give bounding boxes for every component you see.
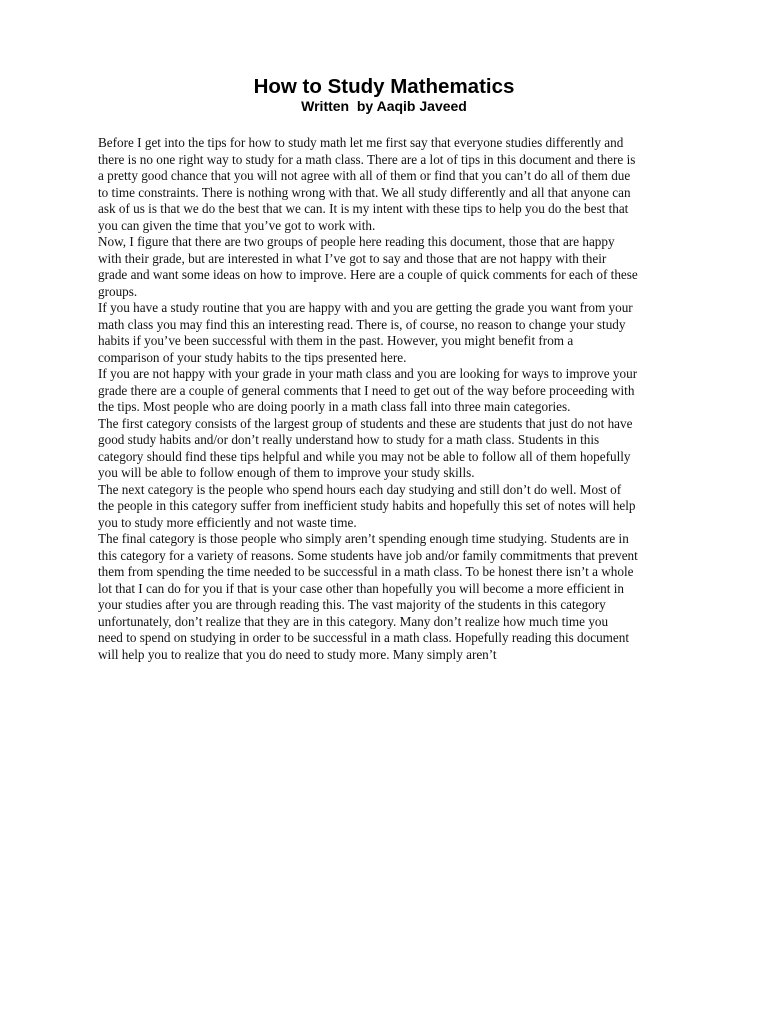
body-text-line: there is no one right way to study for a math class. There are a lot of tips in this document and there is: [98, 151, 636, 167]
body-text-line: comparison of your study habits to the tips presented here.: [98, 349, 407, 365]
body-text-line: Now, I figure that there are two groups of people here reading this document, those that are happy: [98, 234, 615, 249]
body-text-line: The final category is those people who simply aren’t spending enough time studying. Students are in: [98, 531, 629, 546]
document-body: [98, 135, 688, 663]
body-text-line: math class you may find this an interesting read. There is, of course, no reason to change your study: [98, 316, 626, 332]
body-text-line: a pretty good chance that you will not agree with all of them or find that you can’t do all of them due: [98, 168, 631, 183]
body-text-line: If you are not happy with your grade in your math class and you are looking for ways to improve your: [98, 366, 638, 381]
body-text-line: grade and want some ideas on how to improve. Here are a couple of quick comments for each of these: [98, 267, 638, 282]
body-text-line: the tips. Most people who are doing poorly in a math class fall into three main categories.: [98, 399, 571, 414]
body-text-line: good study habits and/or don’t really understand how to study for a math class. Students in this: [98, 432, 600, 447]
body-text-line: category should find these tips helpful and while you may not be able to follow all of them hopefully: [98, 448, 631, 464]
body-text-line: this category for a variety of reasons. Some students have job and/or family commitments that prevent: [98, 547, 638, 563]
body-text-line: grade there are a couple of general comments that I need to get out of the way before proceeding with: [98, 382, 635, 398]
body-text-line: you to study more efficiently and not waste time.: [98, 514, 357, 530]
document-title: How to Study Mathematics: [253, 75, 515, 98]
body-text-line: them from spending the time needed to be successful in a math class. To be honest there isn’t a whole: [98, 564, 634, 579]
body-text-line: to time constraints. There is nothing wrong with that. We all study differently and all that anyone can: [98, 184, 631, 200]
body-text-line: the people in this category suffer from inefficient study habits and hopefully this set of notes will help: [98, 498, 636, 513]
body-text-line: you can given the time that you’ve got to work with.: [98, 217, 376, 233]
body-text-line: need to spend on studying in order to be successful in a math class. Hopefully reading this document: [98, 630, 630, 645]
body-text-line: groups.: [98, 283, 138, 299]
body-text-line: with their grade, but are interested in what I’ve got to say and those that are not happy with their: [98, 250, 607, 266]
body-text-line: lot that I can do for you if that is your case other than hopefully you will become a more efficient in: [98, 580, 624, 596]
body-text-line: The next category is the people who spend hours each day studying and still don’t do well. Most of: [98, 481, 622, 497]
body-text-line: your studies after you are through reading this. The vast majority of the students in this category: [98, 597, 606, 612]
body-text-line: unfortunately, don’t realize that they are in this category. Many don’t realize how much time you: [98, 613, 609, 629]
body-text-line: will help you to realize that you do need to study more. Many simply aren’t: [98, 646, 497, 662]
body-text-line: The first category consists of the largest group of students and these are students that just do not have: [98, 415, 633, 431]
body-text-line: If you have a study routine that you are happy with and you are getting the grade you want from your: [98, 300, 633, 315]
document-byline: Written by Aaqib Javeed: [301, 98, 467, 114]
body-text-line: Before I get into the tips for how to study math let me first say that everyone studies differently and: [98, 135, 624, 150]
body-text-line: ask of us is that we do the best that we can. It is my intent with these tips to help you do the best that: [98, 201, 629, 216]
body-text-line: habits if you’ve been successful with them in the past. However, you might benefit from a: [98, 333, 574, 348]
body-text-line: you will be able to follow enough of them to improve your study skills.: [98, 465, 475, 480]
